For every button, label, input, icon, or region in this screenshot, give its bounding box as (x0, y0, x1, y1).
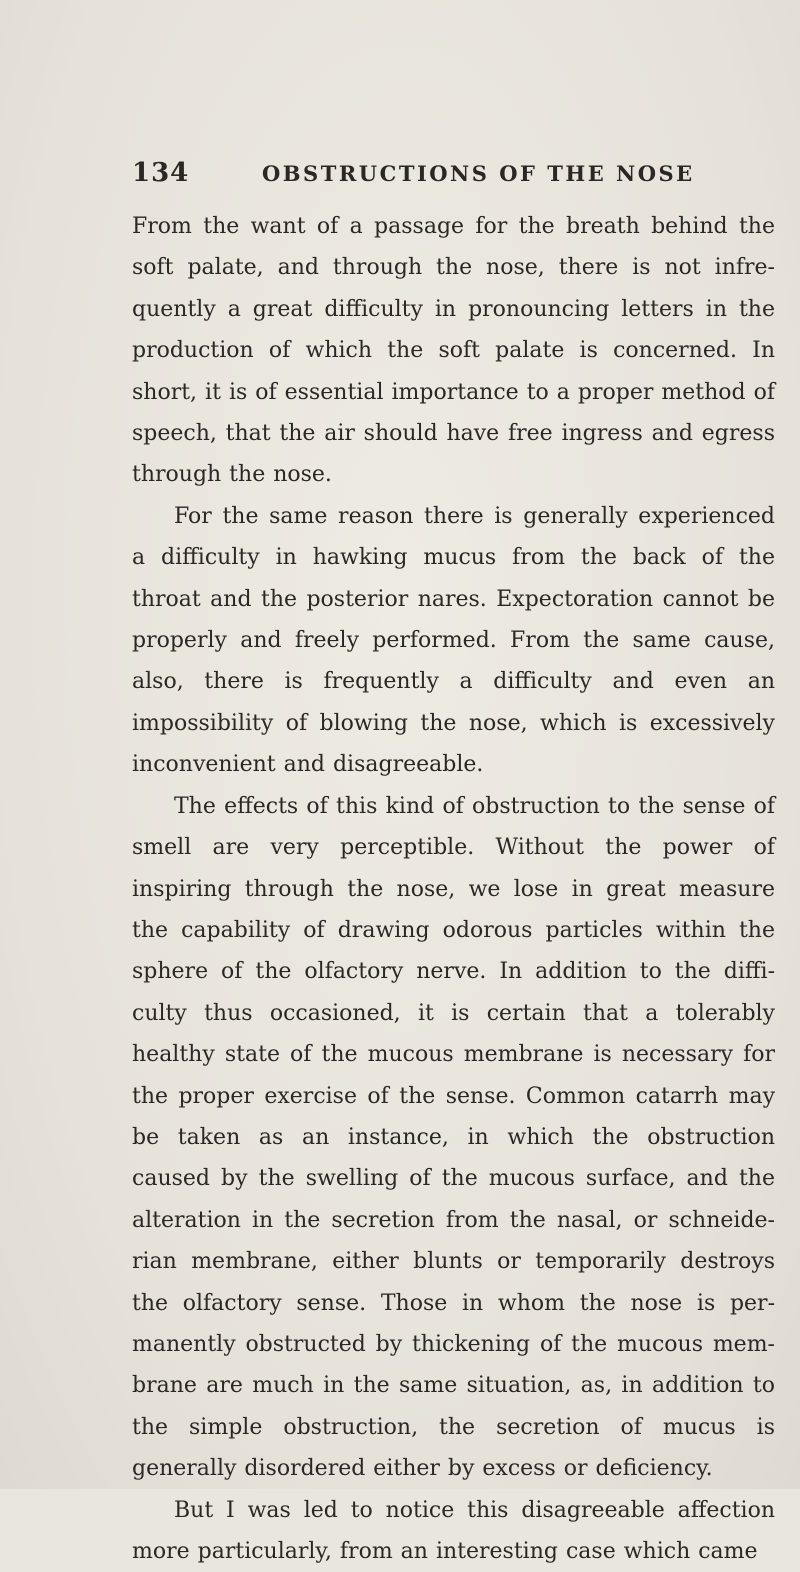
paragraph-3: The effects of this kind of obstruction to the sense of smell are very perceptible. Without the power of inspiring through the nose, we lose in great measure the capability of drawing odorous particles within the sphere of the olfactory nerve. In addition to the diffi- culty thus occasioned, it is certain that a tolerably healthy state of the mucous membrane is necessary for the proper exercise of the sense. Common catarrh may be taken as an instance, in which the obstruction caused by the swelling of the mucous surface, and the alteration in the secretion from the nasal, or schneide- rian membrane, either blunts or temporarily destroys the olfactory sense. Those in whom the nose is per- manently obstructed by thickening of the mucous mem- brane are much in the same situation, as, in addition to the simple obstruction, the secretion of mucus is generally disordered either by excess or deficiency. (132, 793, 775, 1482)
paragraph-1: From the want of a passage for the breath behind the soft palate, and through the nose, there is not infre- quently a great difficulty in pronouncing letters in the production of which the soft palate is concerned. In short, it is of essential importance to a proper method of speech, that the air should have free ingress and egress through the nose. (132, 214, 775, 488)
page-number: 134 (132, 158, 190, 188)
chapter-title: OBSTRUCTIONS OF THE NOSE (262, 161, 695, 186)
body-text (132, 206, 775, 1572)
running-head (132, 158, 772, 192)
paragraph-4: But I was led to notice this disagreeable affection more particularly, from an interesting case which came (132, 1497, 775, 1564)
paragraph-2: For the same reason there is generally experienced a difficulty in hawking mucus from the back of the throat and the posterior nares. Expectoration cannot be properly and freely performed. From the same cause, also, there is frequently a difficulty and even an impossibility of blowing the nose, which is excessively inconvenient and disagreeable. (132, 503, 775, 778)
